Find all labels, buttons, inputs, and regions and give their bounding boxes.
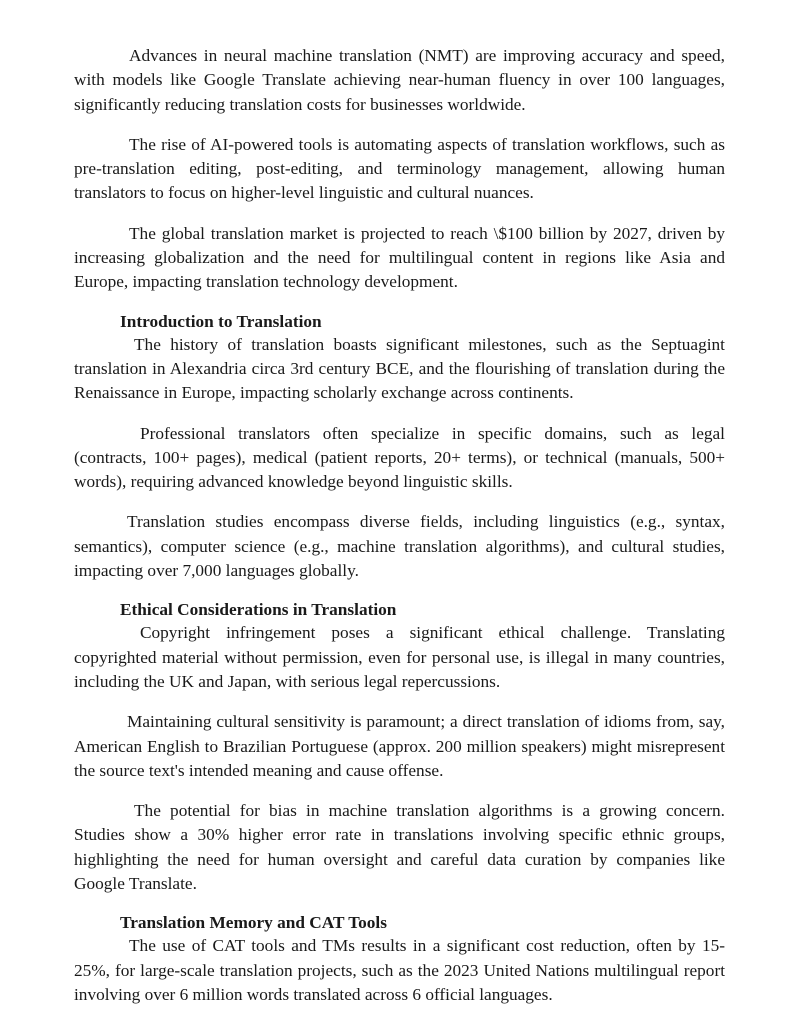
section-heading: Ethical Considerations in Translation [120, 600, 397, 620]
section-heading: Introduction to Translation [120, 311, 322, 331]
paragraph: The history of translation boasts significant milestones, such as the Septuagint translation in Alexandria circa 3rd century BCE, and the flourishing of translation during the Renaissance in Europe, impacting scholarly exchange across continents. [74, 334, 725, 403]
section-heading: Translation Memory and CAT Tools [120, 913, 387, 933]
paragraph: Advances in neural machine translation (NMT) are improving accuracy and speed, with models like Google Translate achieving near-human fluency in over 100 languages, significantly reducing translation costs for businesses worldwide. [74, 46, 725, 114]
paragraph: Maintaining cultural sensitivity is paramount; a direct translation of idioms from, say, American English to Brazilian Portuguese (approx. 200 million speakers) might misrepresent the source text's intended meaning and cause offense. [74, 712, 725, 780]
paragraph: The potential for bias in machine translation algorithms is a growing concern. Studies show a 30% higher error rate in translations involving specific ethnic groups, highlighting the need for human oversight and careful data curation by companies like Google Translate. [74, 801, 725, 894]
paragraph: The global translation market is projected to reach \$100 billion by 2027, driven by increasing globalization and the need for multilingual content in regions like Asia and Europe, impacting translation technology development. [74, 223, 725, 292]
paragraph: Professional translators often specialize in specific domains, such as legal (contracts, 100+ pages), medical (patient reports, 20+ terms), or technical (manuals, 500+ words), requiring advanced knowledge beyond linguistic skills. [74, 423, 725, 492]
paragraph: Copyright infringement poses a significant ethical challenge. Translating copyrighted material without permission, even for personal use, is illegal in many countries, including the UK and Japan, with serious legal repercussions. [74, 623, 725, 691]
paragraph: The use of CAT tools and TMs results in a significant cost reduction, often by 15-25%, for large-scale translation projects, such as the 2023 United Nations multilingual report involving over 6 million words translated across 6 official languages. [74, 936, 725, 1004]
paragraph: Translation studies encompass diverse fields, including linguistics (e.g., syntax, semantics), computer science (e.g., machine translation algorithms), and cultural studies, impacting over 7,000 languages globally. [74, 512, 725, 581]
document-page [74, 44, 725, 1023]
paragraph: The rise of AI-powered tools is automating aspects of translation workflows, such as pre-translation editing, post-editing, and terminology management, allowing human translators to focus on higher-level linguistic and cultural nuances. [74, 134, 725, 203]
